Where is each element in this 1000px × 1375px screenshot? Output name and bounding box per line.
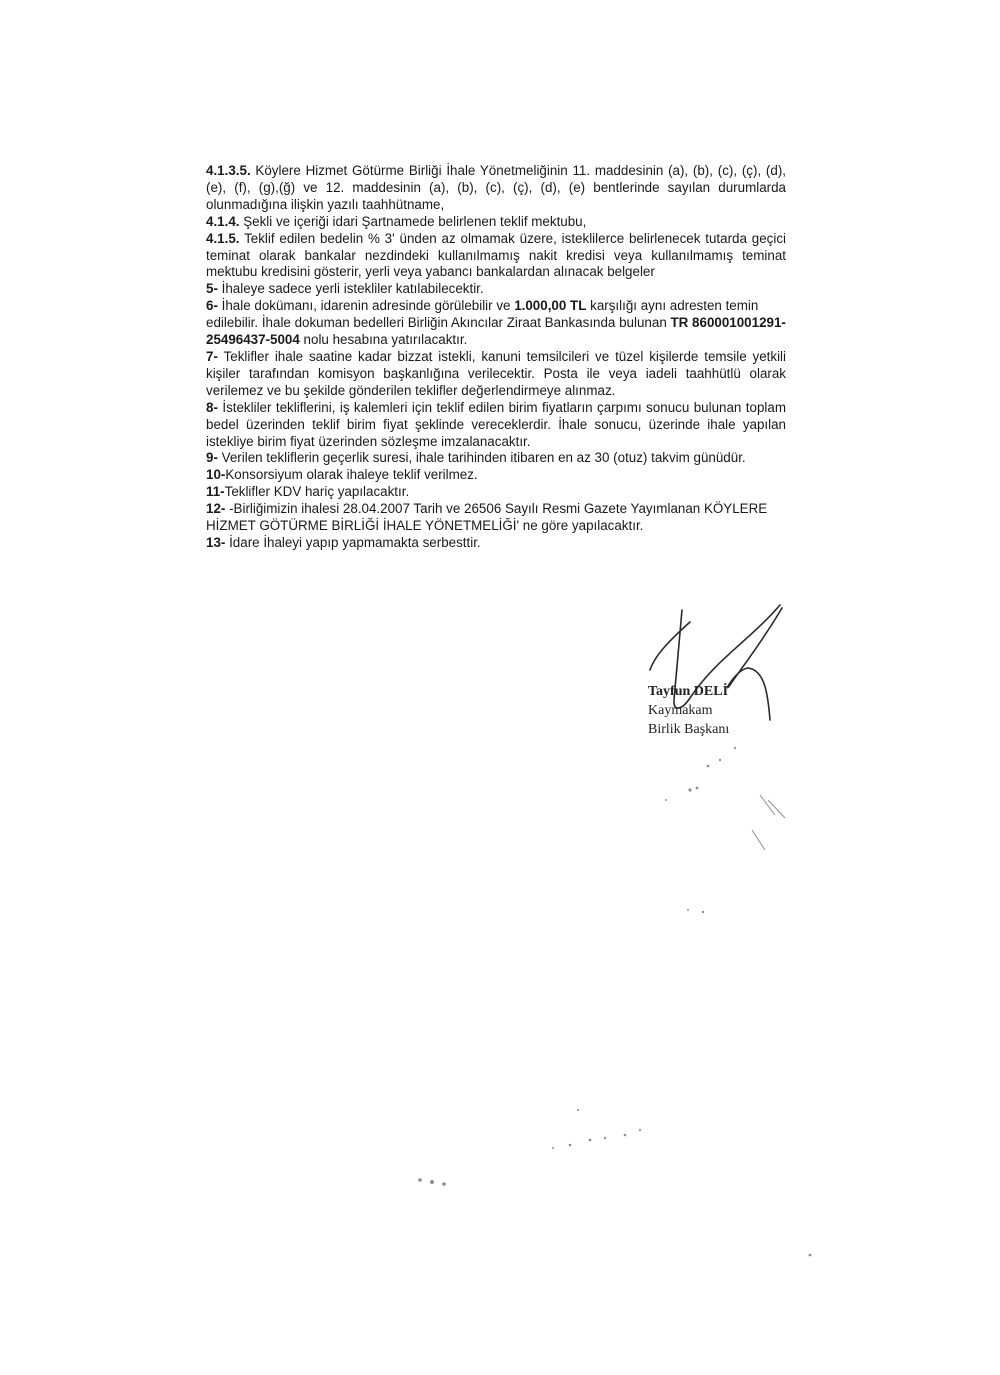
- clause-text: nolu hesabına yatırılacaktır.: [299, 332, 468, 348]
- signatory-role: Birlik Başkanı: [648, 722, 730, 737]
- clause-4-1-5: [206, 231, 786, 282]
- clause-number: 9-: [206, 450, 218, 466]
- clause-text: İhale dokümanı, idarenin adresinde görülebilir ve: [217, 298, 515, 314]
- clause-text: -Birliğimizin ihalesi 28.04.2007 Tarih ve 26506 Sayılı Resmi Gazete Yayımlanan KÖYLERE HİZMET GÖTÜRME BİRLİĞİ İHALE YÖNETMELİĞİ' ne göre yapılacaktır.: [206, 501, 768, 534]
- clause-number: 7-: [206, 348, 218, 364]
- clause-text: Teklifler KDV hariç yapılacaktır.: [224, 484, 410, 500]
- clause-6: [206, 298, 786, 349]
- clause-7: [206, 349, 786, 400]
- signatory-title: Kaymakam: [648, 703, 713, 718]
- document-body: [206, 163, 786, 552]
- clause-text: İdare İhaleyi yapıp yapmamakta serbesttir.: [225, 534, 481, 550]
- fee-amount: 1.000,00 TL: [514, 298, 587, 314]
- signatory-name: Tayfun DELİ: [648, 684, 729, 699]
- clause-text: Teklif edilen bedelin % 3' ünden az olmamak üzere, isteklilerce belirlenecek tutarda geçici teminat olarak bankalar nezdindeki kullanılmamış nakit kredisi veya kullanılmamış teminat mektubu kredisini gösterir, yerli veya yabancı bankalardan alınacak belgeler: [206, 230, 786, 280]
- clause-number: 11-: [206, 484, 225, 500]
- clause-9: [206, 450, 786, 467]
- clause-8: [206, 400, 786, 451]
- clause-4-1-3-5: [206, 163, 786, 214]
- clause-number: 4.1.3.5.: [206, 163, 251, 178]
- clause-number: 4.1.5.: [206, 230, 240, 246]
- clause-number: 8-: [206, 399, 218, 415]
- clause-11: [206, 484, 786, 501]
- clause-13: [206, 535, 786, 552]
- clause-number: 10-: [206, 467, 226, 483]
- clause-text: Teklifler ihale saatine kadar bizzat istekli, kanuni temsilcileri ve tüzel kişilerde temsile yetkili kişiler tarafından komisyon başkanlığına verilecektir. Posta ile veya iadeli taahhütlü olarak verilemez ve bu şekilde gönderilen teklifler değerlendirmeye alınmaz.: [206, 348, 786, 398]
- clause-4-1-4: [206, 214, 786, 231]
- clause-text: Şekli ve içeriği idari Şartnamede belirlenen teklif mektubu,: [239, 213, 587, 229]
- clause-12: [206, 501, 786, 535]
- clause-number: 5-: [206, 281, 218, 297]
- clause-number: 4.1.4.: [206, 213, 240, 229]
- clause-text: Konsorsiyum olarak ihaleye teklif verilmez.: [225, 467, 478, 483]
- iban-number: TR 860001001291-25496437-5004: [206, 315, 786, 348]
- clause-text: İhaleye sadece yerli istekliler katılabilecektir.: [217, 281, 484, 297]
- clause-number: 12-: [206, 501, 226, 517]
- clause-text: İstekliler tekliflerini, iş kalemleri için teklif edilen birim fiyatların çarpımı sonucu bulunan toplam bedel üzerinden teklif birim fiyat şeklinde vereceklerdir. İhale sonucu, üzerinde ihale yapılan istekliye birim fiyat üzerinden sözleşme imzalanacaktır.: [206, 399, 786, 449]
- clause-text: karşılığı aynı adresten temin edilebilir. İhale dokuman bedelleri Birliğin Akıncılar Ziraat Bankasında bulunan: [206, 298, 759, 331]
- clause-text: Köylere Hizmet Götürme Birliği İhale Yönetmeliğinin 11. maddesinin (a), (b), (c), (ç), (d), (e), (f), (g),(ğ) ve 12. maddesinin (a), (b), (c), (ç), (d), (e) bentlerinde sayılan durumlarda olunmadığına ilişkin yazılı taahhütname,: [206, 163, 786, 212]
- clause-number: 6-: [206, 298, 218, 314]
- signature-block: [648, 682, 729, 739]
- clause-5: [206, 281, 786, 298]
- clause-number: 13-: [206, 534, 226, 550]
- clause-text: Verilen tekliflerin geçerlik suresi, ihale tarihinden itibaren en az 30 (otuz) takvim günüdür.: [217, 450, 746, 466]
- clause-10: [206, 467, 786, 484]
